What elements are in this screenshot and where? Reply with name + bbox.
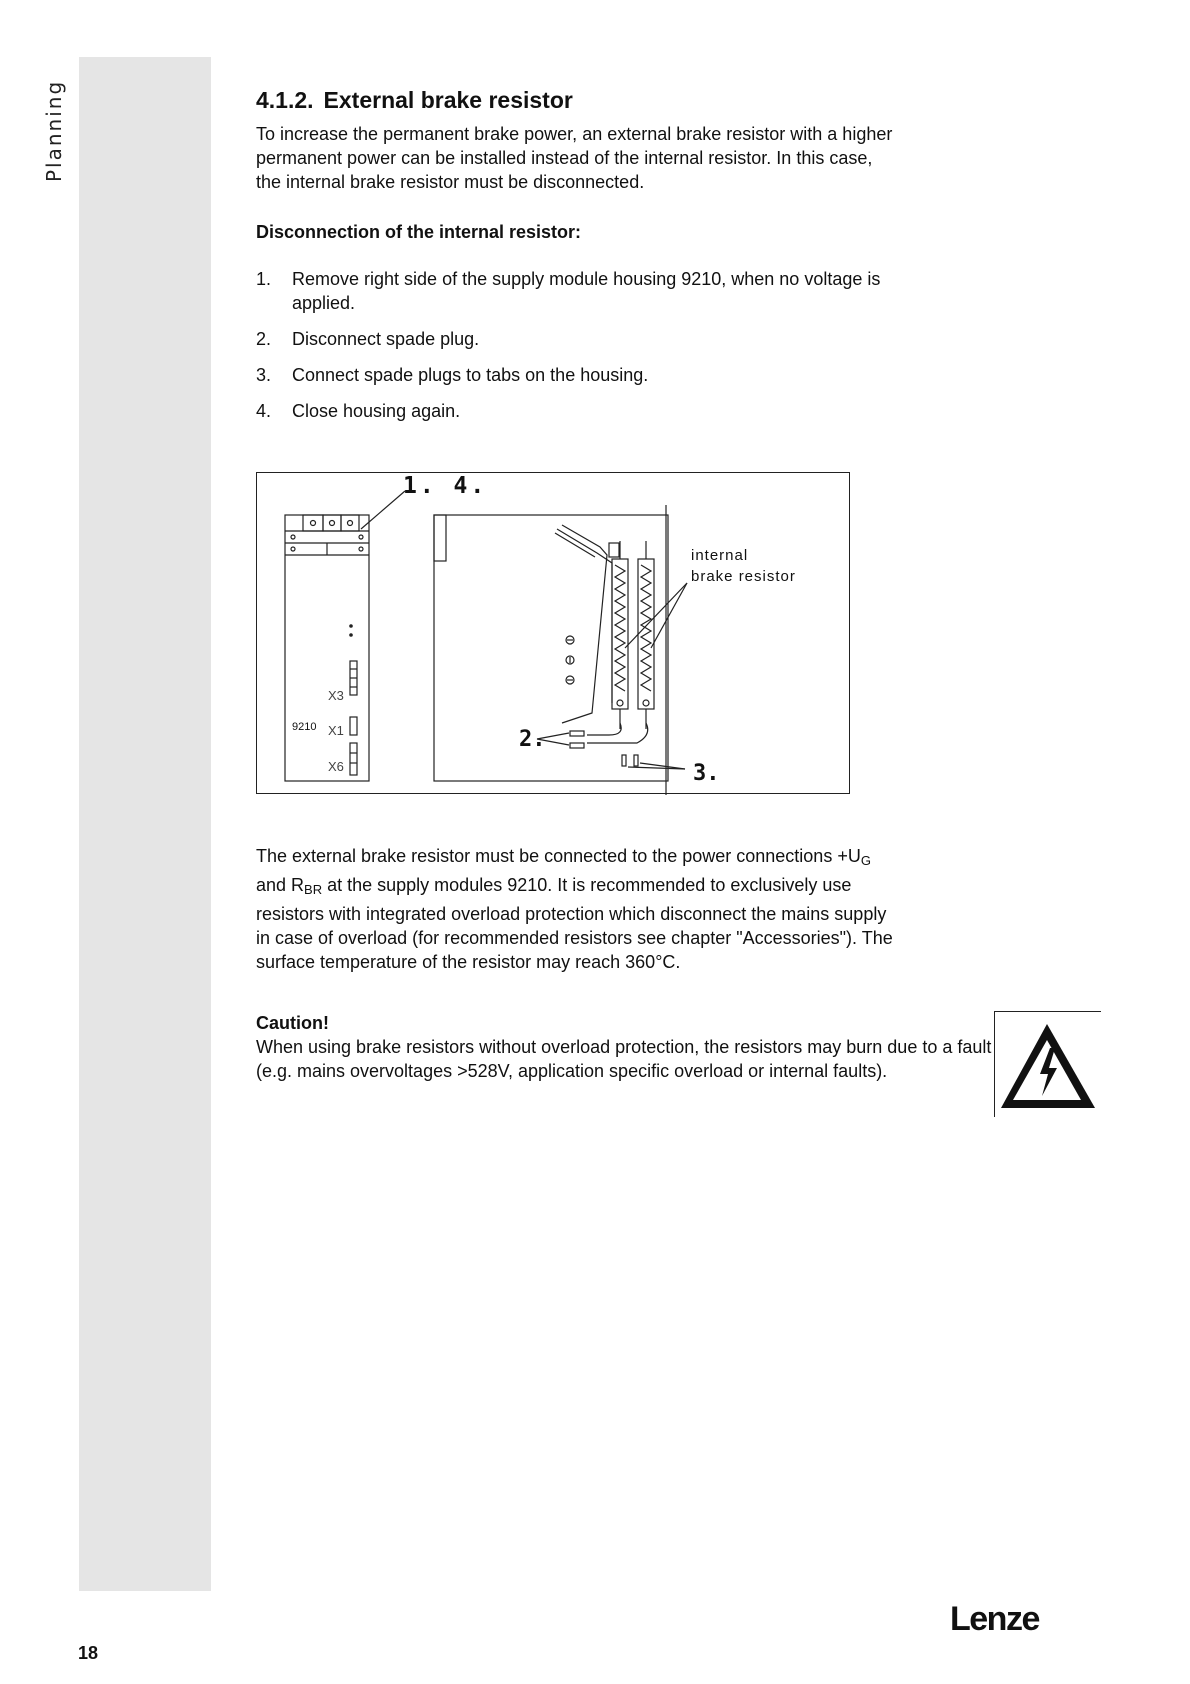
step-text: Disconnect spade plug. xyxy=(292,329,480,349)
step-text: Remove right side of the supply module housing 9210, when no voltage is applied. xyxy=(292,269,881,313)
connector-x1-label: X1 xyxy=(328,723,344,738)
caution-heading: Caution! xyxy=(256,1013,329,1033)
callout-step-3: 3. xyxy=(693,761,720,786)
step-number: 1. xyxy=(256,269,272,289)
intro-paragraph: To increase the permanent brake power, an external brake resistor with a higher permanent power can be installed instead of the internal resistor. In this case, the internal brake resistor must be disconnected. xyxy=(256,124,893,192)
step-number: 3. xyxy=(256,365,272,385)
external-resistor-text xyxy=(256,844,896,974)
subscript-g: G xyxy=(860,853,871,868)
steps-list xyxy=(256,267,896,423)
disconnection-heading: Disconnection of the internal resistor: xyxy=(256,222,582,242)
callout-step-2: 2. xyxy=(519,727,546,752)
list-item xyxy=(256,327,896,351)
label-internal: internal xyxy=(691,547,749,564)
terminal-block xyxy=(323,515,341,531)
section-title xyxy=(256,84,896,116)
connector-x3-label: X3 xyxy=(328,688,344,703)
resistor-diagram xyxy=(256,472,850,794)
step-number: 4. xyxy=(256,401,272,421)
chapter-tab-label: Planning xyxy=(42,79,66,182)
callout-steps-1-4: 1. 4. xyxy=(403,473,488,499)
list-item xyxy=(256,399,896,423)
caution-text: When using brake resistors without overload protection, the resistors may burn due to a fault (e.g. mains overvoltages >528V, application specific overload or internal faults). xyxy=(256,1037,992,1081)
terminal-block xyxy=(341,515,359,531)
step-number: 2. xyxy=(256,329,272,349)
diagram-drawing xyxy=(257,473,851,795)
caution-block xyxy=(256,1011,996,1083)
warning-box xyxy=(994,1011,1101,1117)
connector-x6-label: X6 xyxy=(328,759,344,774)
step-text: Close housing again. xyxy=(292,401,461,421)
text-run: The external brake resistor must be connected to the power connections +U xyxy=(256,846,861,866)
main-content xyxy=(256,84,896,435)
text-run: at the supply modules 9210. It is recommended to exclusively use resistors with integrated overload protection which disconnect the mains supply in case of overload (for recommended resistors see chapter "Accessories"). The surface temperature of the resistor may reach 360°C. xyxy=(256,875,893,972)
page-number: 18 xyxy=(78,1643,99,1663)
section-title-text: External brake resistor xyxy=(323,87,573,113)
side-band xyxy=(79,57,211,1591)
list-item xyxy=(256,363,896,387)
label-brake-resistor: brake resistor xyxy=(691,568,796,585)
brand-logo: Lenze xyxy=(950,1600,1039,1638)
step-text: Connect spade plugs to tabs on the housing. xyxy=(292,365,649,385)
external-resistor-paragraph xyxy=(256,844,896,974)
text-run: and R xyxy=(256,875,305,895)
electrical-hazard-icon xyxy=(995,1012,1101,1117)
section-number: 4.1.2. xyxy=(256,87,314,113)
subscript-br: BR xyxy=(304,882,323,897)
terminal-block xyxy=(303,515,323,531)
module-type-label: 9210 xyxy=(292,721,317,733)
list-item xyxy=(256,267,896,315)
